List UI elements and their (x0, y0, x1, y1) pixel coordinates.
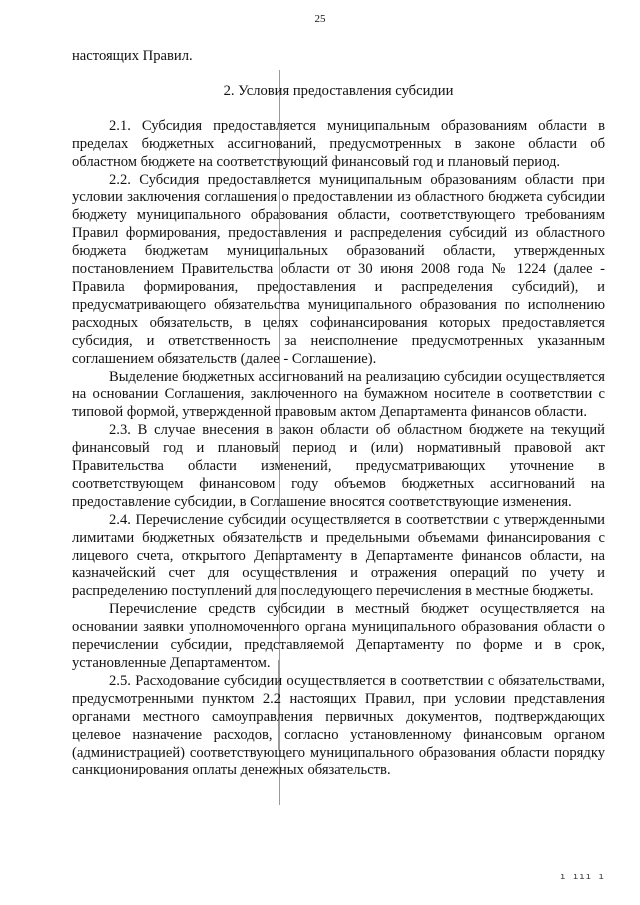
paragraph-2-3: 2.3. В случае внесения в закон области об областном бюджете на текущий финансовый год и плановый период и (или) нормативный правовой акт Правительства области изменений, предусматривающих уточнение в соответствующем финансовом году объемов бюджетных ассигнований на предоставление субсидии, в Соглашение вносятся соответствующие изменения. (72, 422, 605, 510)
paragraph-2-2: 2.2. Субсидия предоставляется муниципальным образованиям области при условии заключения соглашения о предоставлении из областного бюджета субсидии бюджету муниципального образования области, соответствующего требованиям Правил формирования, предоставления и распределения субсидий из областного бюджета бюджетам муниципальных образований области, утвержденных постановлением Правительства области от 30 июня 2008 года № 1224 (далее - Правила формирования, предоставления и распределения субсидий), и предусматривающего обязательства муниципального образования по исполнению расходных обязательств, в целях софинансирования которых предоставляется субсидия, и ответственность за неисполнение предусмотренных указанным соглашением обязательств (далее - Соглашение). (72, 171, 605, 367)
section-heading: 2. Условия предоставления субсидии (223, 82, 454, 99)
document-body (72, 48, 605, 780)
paragraph-2-1: 2.1. Субсидия предоставляется муниципальным образованиям области в пределах бюджетных ассигнований, предусмотренных в законе области об областном бюджете на соответствующий финансовый год и плановый период. (72, 117, 605, 170)
scan-marks: ı ııı ı (560, 872, 605, 882)
paragraph-allocation: Выделение бюджетных ассигнований на реализацию субсидии осуществляется на основании Соглашения, заключенного на бумажном носителе в соответствии с типовой формой, утвержденной правовым актом Департамента финансов области. (72, 368, 605, 421)
paragraph-2-4: 2.4. Перечисление субсидии осуществляется в соответствии с утвержденными лимитами бюджетных обязательств и предельными объемами финансирования с лицевого счета, открытого Департаменту в Департаменте финансов области, на казначейский счет для осуществления и отражения операций по учету и распределению поступлений для последующего перечисления в местные бюджеты. (72, 511, 605, 600)
paragraph-2-5: 2.5. Расходование субсидии осуществляется в соответствии с обязательствами, предусмотренными пунктом 2.2 настоящих Правил, при условии представления органами местного самоуправления первичных документов, подтверждающих целевое назначение расходов, согласно установленному финансовым органом (администрацией) соответствующего муниципального образования области порядку санкционирования оплаты денежных обязательств. (72, 672, 605, 779)
page-number: 25 (314, 13, 326, 25)
paragraph-transfer: Перечисление средств субсидии в местный бюджет осуществляется на основании заявки уполномоченного органа муниципального образования области о перечислении субсидии, представляемой Департаменту по форме и в срок, установленные Департаментом. (72, 601, 605, 671)
paragraph-continuation: настоящих Правил. (72, 48, 193, 64)
